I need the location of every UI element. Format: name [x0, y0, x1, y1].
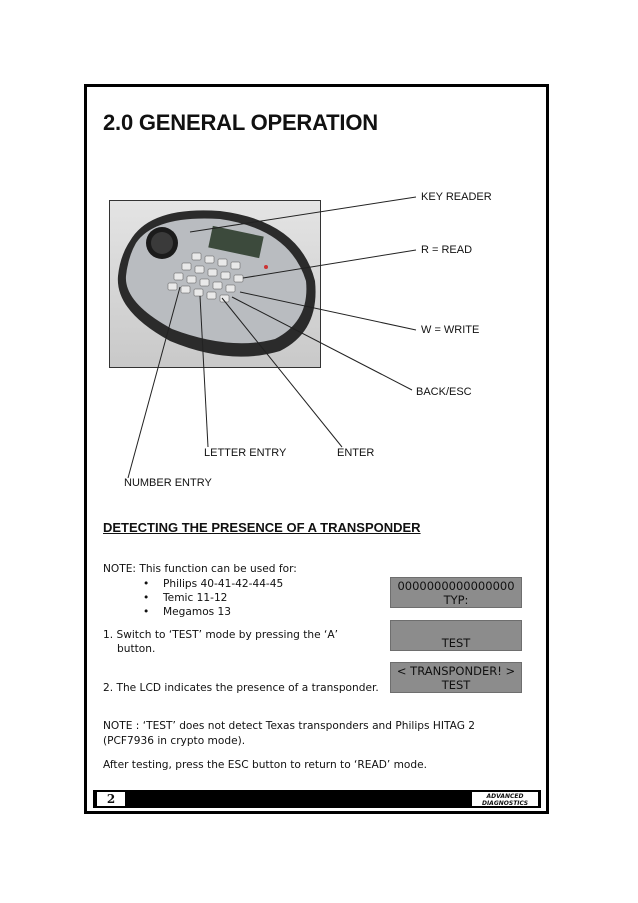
lcd-line: TEST: [441, 636, 471, 650]
note-item-megamos: • Megamos 13: [163, 605, 231, 620]
lcd-screen-transponder: [390, 662, 522, 693]
lcd-line: 0000000000000000: [397, 579, 515, 593]
note-item-philips: • Philips 40-41-42-44-45: [163, 577, 283, 592]
lcd-screen-idle: [390, 577, 522, 608]
lcd-screen-test: [390, 620, 522, 651]
note2-line2: (PCF7936 in crypto mode).: [103, 735, 246, 747]
logo-line: ADVANCED: [486, 793, 524, 800]
page-number: 2: [96, 791, 126, 807]
label-key-reader: KEY READER: [421, 191, 492, 203]
label-enter: ENTER: [337, 447, 375, 459]
logo-line: DIAGNOSTICS: [481, 800, 529, 807]
label-back-esc: BACK/ESC: [416, 386, 472, 398]
step1-line1: 1. Switch to ‘TEST’ mode by pressing the ‘A’: [103, 629, 338, 641]
label-write: W = WRITE: [421, 324, 480, 336]
lcd-line: TYP:: [443, 593, 469, 607]
lcd-line: TEST: [441, 678, 471, 692]
after-testing: After testing, press the ESC button to return to ‘READ’ mode.: [103, 759, 428, 771]
label-read: R = READ: [421, 244, 473, 256]
label-letter-entry: LETTER ENTRY: [204, 447, 287, 459]
brand-logo: [471, 791, 539, 807]
section-title: DETECTING THE PRESENCE OF A TRANSPONDER: [103, 520, 421, 535]
lcd-line: < TRANSPONDER! >: [396, 664, 516, 678]
note2-line1: NOTE : ‘TEST’ does not detect Texas transponders and Philips HITAG 2: [103, 720, 476, 732]
note-intro: NOTE: This function can be used for:: [103, 563, 297, 575]
label-number-entry: NUMBER ENTRY: [124, 477, 212, 489]
note-item-temic: • Temic 11-12: [163, 591, 227, 606]
page-heading: 2.0 GENERAL OPERATION: [103, 110, 378, 135]
step1-line2: button.: [117, 643, 156, 655]
step2: 2. The LCD indicates the presence of a transponder.: [103, 682, 379, 694]
